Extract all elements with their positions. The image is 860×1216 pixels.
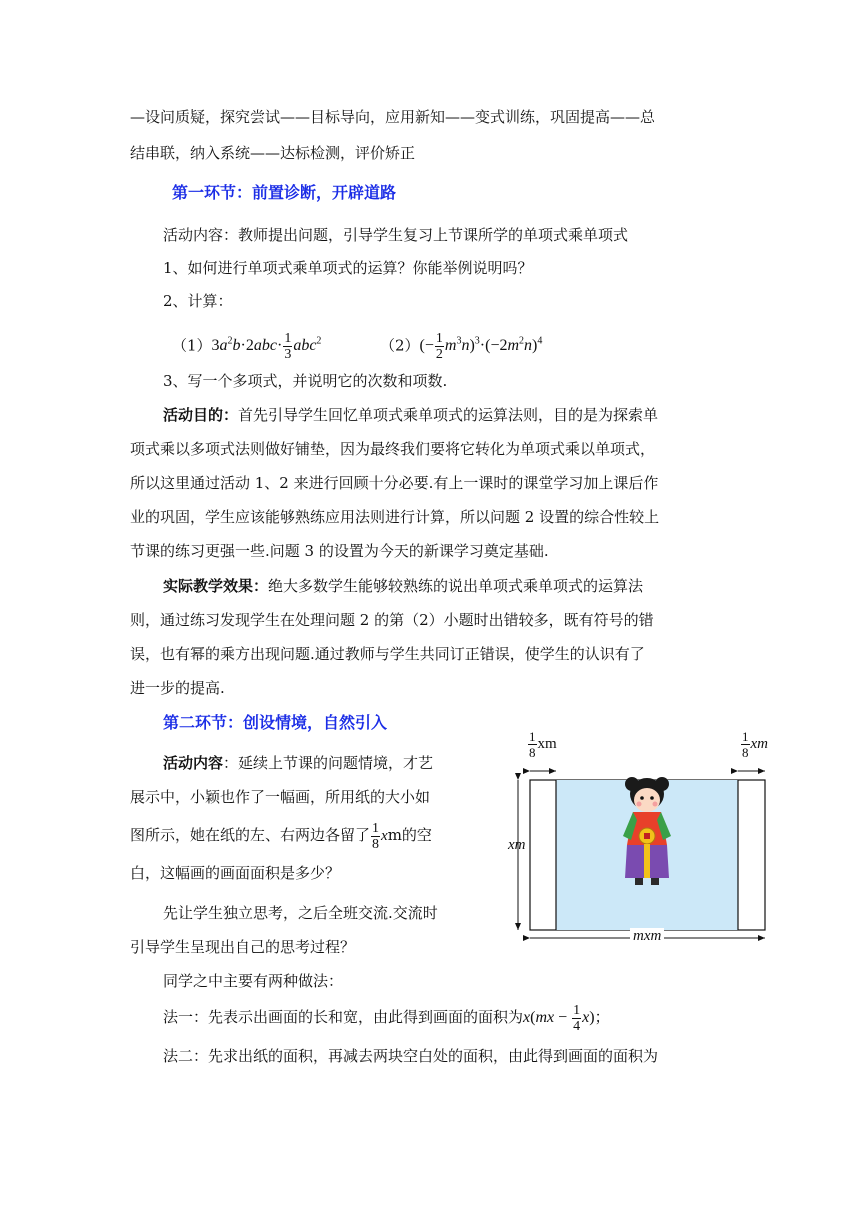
purpose-label: 活动目的： [163, 406, 239, 424]
question-1: 1、如何进行单项式乘单项式的运算？你能举例说明吗？ [163, 259, 533, 277]
calc-exercise-1 [172, 327, 321, 362]
purpose-line-4: 业的巩固，学生应该能够熟练应用法则进行计算，所以问题 2 设置的综合性较上 [130, 508, 660, 526]
purpose-line-3: 所以这里通过活动 1、2 来进行回顾十分必要.有上一课时的课堂学习加上课后作 [130, 474, 659, 492]
height-label: xm [508, 837, 526, 853]
right-margin-label: $\frac{1}{8}$ xm [742, 729, 768, 760]
activity-content-line: 活动内容：教师提出问题，引导学生复习上节课所学的单项式乘单项式 [163, 226, 629, 244]
question-2: 2、计算： [163, 292, 233, 310]
activity2-text-3: 图所示，她在纸的左、右两边各留了 [130, 826, 371, 844]
effect-line-4: 进一步的提高. [130, 679, 225, 697]
calc2-label: （2） [380, 336, 420, 355]
purpose-line-2: 项式乘以多项式法则做好铺垫，因为最终我们要将它转化为单项式乘以单项式， [130, 440, 656, 458]
section2-heading: 第二环节：创设情境，自然引入 [163, 713, 388, 732]
effect-label: 实际教学效果： [163, 577, 269, 595]
think-line-1: 先让学生独立思考，之后全班交流.交流时 [163, 904, 438, 922]
intro-line-2: 结串联，纳入系统——达标检测，评价矫正 [130, 144, 416, 162]
method-2-line: 法二：先求出纸的面积，再减去两块空白处的面积，由此得到画面的面积为 [163, 1047, 659, 1065]
two-methods-line: 同学之中主要有两种做法： [163, 972, 344, 990]
purpose-line-5: 节课的练习更强一些.问题 3 的设置为今天的新课学习奠定基础. [130, 542, 549, 560]
girl-illustration [623, 777, 671, 885]
method-1-line [163, 1000, 610, 1035]
think-line-2: 引导学生呈现出自己的思考过程？ [130, 938, 356, 956]
calc1-label: （1） [172, 336, 212, 355]
activity2-text-4a: m [387, 826, 402, 844]
intro-line-1: —设问质疑，探究尝试——目标导向，应用新知——变式训练，巩固提高——总 [130, 108, 656, 126]
activity2-text-4: 的空 [401, 826, 432, 844]
question-3: 3、写一个多项式，并说明它的次数和项数. [163, 372, 448, 390]
section1-heading: 第一环节：前置诊断，开辟道路 [172, 183, 397, 202]
calc2-expression: (− $\frac{1}{2}$ $m^3n)^3\cdot(-2m^2n)^4$ [419, 331, 543, 363]
purpose-text-1: 首先引导学生回忆单项式乘单项式的运算法则，目的是为探索单 [238, 406, 659, 424]
method1-formula: x(mx − $\frac{1}{4}$ x) [523, 1002, 595, 1034]
effect-line-2: 则，通过练习发现学生在处理问题 2 的第（2）小题时出错较多，既有符号的错 [130, 611, 654, 629]
method1-text: 法一：先表示出画面的长和宽，由此得到画面的面积为 [163, 1008, 524, 1026]
effect-line-3: 误，也有幂的乘方出现问题.通过教师与学生共同订正错误，使学生的认识有了 [130, 645, 645, 663]
effect-line-1 [163, 575, 643, 597]
calc-exercise-2 [380, 327, 542, 362]
activity2-line-1 [163, 752, 433, 774]
activity2-line-2: 展示中，小颖也作了一幅画，所用纸的大小如 [130, 788, 431, 806]
fraction-one-eighth: $\frac{1}{8}$ [372, 820, 380, 852]
width-label: mxm [630, 928, 664, 945]
activity2-text-1: ：延续上节课的问题情境，才艺 [223, 754, 434, 772]
left-margin-label: $\frac{1}{8}$ xm [529, 729, 557, 760]
calc1-expression: $3a^2b\cdot 2abc\cdot$ $\frac{1}{3}$ abc$^2$ [211, 331, 322, 363]
effect-text-1: 绝大多数学生能够较熟练的说出单项式乘单项式的运算法 [268, 577, 644, 595]
activity2-label: 活动内容 [163, 754, 224, 772]
method1-end: ； [594, 1008, 610, 1026]
paper-size-figure [500, 725, 790, 950]
margin-unit: x [381, 828, 388, 844]
activity2-line-4: 白，这幅画的画面面积是多少？ [130, 864, 341, 882]
activity2-line-3 [130, 818, 432, 853]
purpose-line-1 [163, 404, 658, 426]
